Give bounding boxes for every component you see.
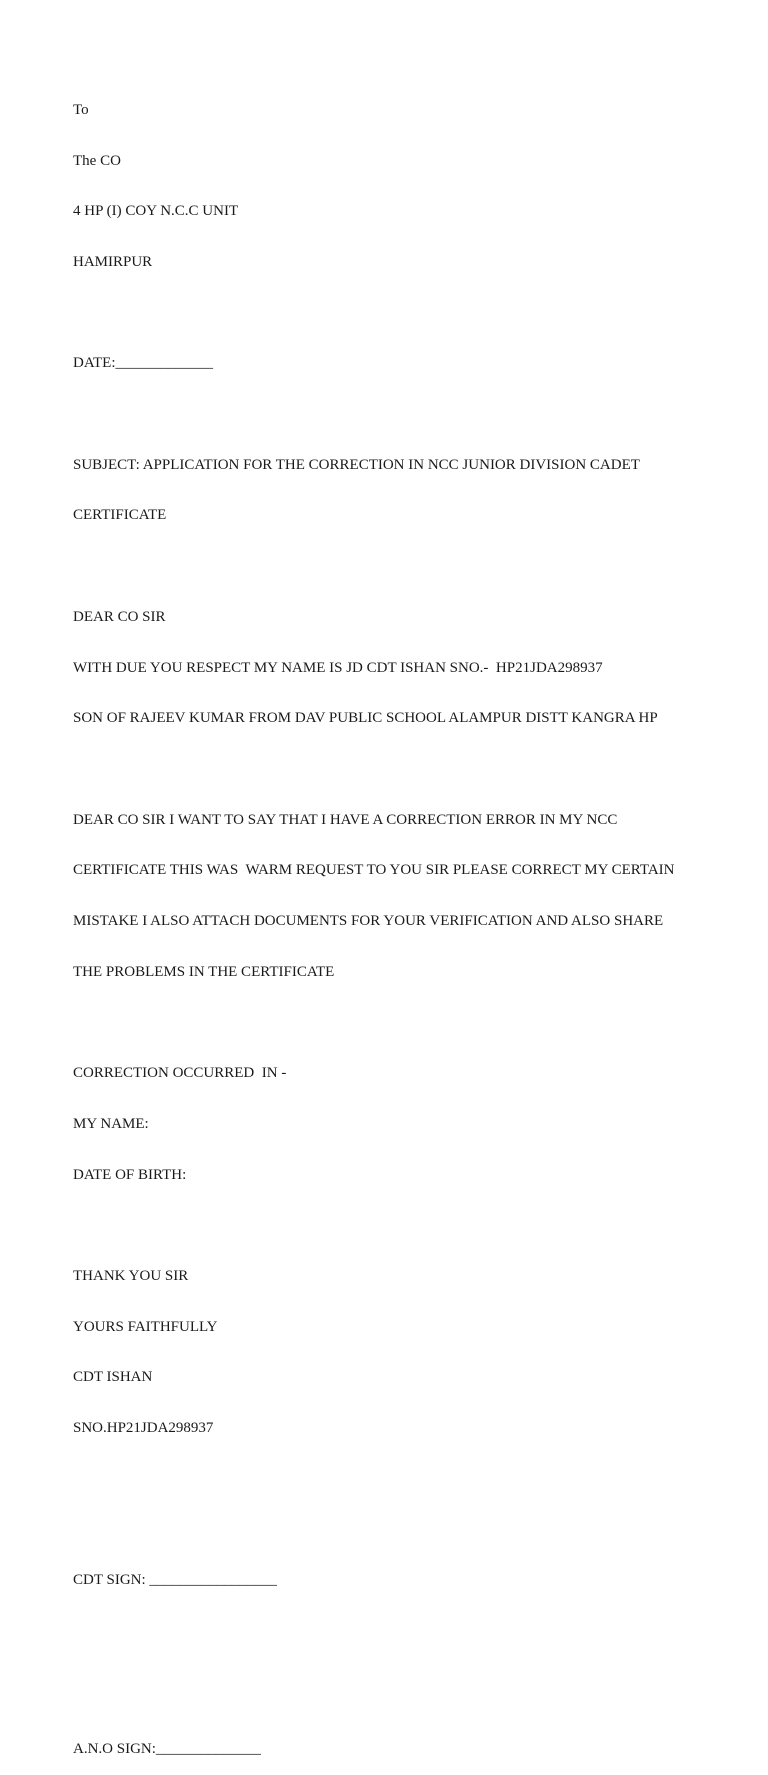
spacer [73, 1217, 713, 1234]
spacer [73, 1471, 713, 1539]
spacer [73, 1014, 713, 1031]
letter-document [73, 68, 713, 1775]
subject-line-1: SUBJECT: APPLICATION FOR THE CORRECTION IN NCC JUNIOR DIVISION CADET [73, 456, 640, 473]
closing-name: CDT ISHAN [73, 1369, 153, 1386]
body-line-2: CERTIFICATE THIS WAS WARM REQUEST TO YOU SIR PLEASE CORRECT MY CERTAIN [73, 862, 675, 879]
date-line [73, 355, 713, 372]
corrections-heading: CORRECTION OCCURRED IN - [73, 1065, 287, 1082]
body-line-3: MISTAKE I ALSO ATTACH DOCUMENTS FOR YOUR VERIFICATION AND ALSO SHARE [73, 913, 664, 930]
closing-thanks: THANK YOU SIR [73, 1267, 189, 1284]
subject-line-2: CERTIFICATE [73, 507, 167, 524]
spacer [73, 761, 713, 778]
address-recipient: The CO [73, 152, 121, 169]
spacer [73, 406, 713, 423]
correction-item-name: MY NAME: [73, 1115, 149, 1132]
address-to: To [73, 101, 89, 118]
spacer [73, 1623, 713, 1708]
intro-line-1: WITH DUE YOU RESPECT MY NAME IS JD CDT ISHAN SNO.- HP21JDA298937 [73, 659, 603, 676]
address-unit: 4 HP (I) COY N.C.C UNIT [73, 203, 239, 220]
closing-sno: SNO.HP21JDA298937 [73, 1420, 214, 1437]
date-label: DATE: [73, 355, 116, 372]
spacer [73, 305, 713, 322]
closing-sign-off: YOURS FAITHFULLY [73, 1318, 218, 1335]
body-line-4: THE PROBLEMS IN THE CERTIFICATE [73, 963, 335, 980]
spacer [73, 558, 713, 575]
salutation: DEAR CO SIR [73, 608, 166, 625]
intro-line-2: SON OF RAJEEV KUMAR FROM DAV PUBLIC SCHOOL ALAMPUR DISTT KANGRA HP [73, 710, 658, 727]
date-blank: _____________ [115, 355, 213, 372]
body-line-1: DEAR CO SIR I WANT TO SAY THAT I HAVE A CORRECTION ERROR IN MY NCC [73, 811, 618, 828]
address-city: HAMIRPUR [73, 253, 153, 270]
cdt-signature-line: CDT SIGN: _________________ [73, 1572, 277, 1589]
correction-item-dob: DATE OF BIRTH: [73, 1166, 187, 1183]
ano-signature-line: A.N.O SIGN:______________ [73, 1741, 261, 1758]
